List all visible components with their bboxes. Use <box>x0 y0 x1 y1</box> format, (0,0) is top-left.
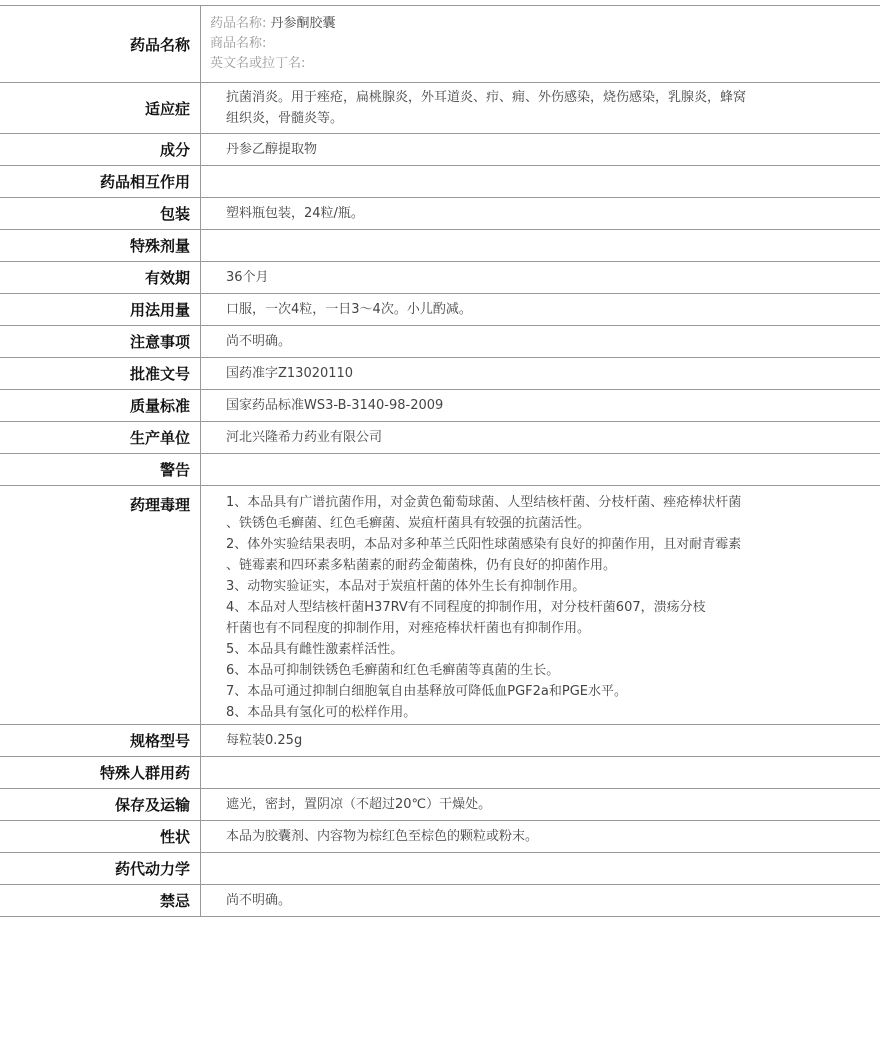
row-ingredients <box>0 134 880 166</box>
row-value <box>201 757 880 789</box>
latin-name-label: 英文名或拉丁名: <box>210 56 306 71</box>
row-label: 特殊剂量 <box>0 230 201 262</box>
row-warning <box>0 454 880 486</box>
row-value <box>201 83 880 134</box>
row-value: 丹参乙醇提取物 <box>226 142 318 157</box>
row-label: 警告 <box>0 454 201 486</box>
row-value: 尚不明确。 <box>226 334 292 349</box>
pharmacology-line: 6、本品可抑制铁锈色毛癣菌和红色毛癣菌等真菌的生长。 <box>226 663 560 678</box>
latin-name-line <box>210 54 880 74</box>
row-label: 生产单位 <box>0 422 201 454</box>
pharmacology-line: 4、本品对人型结核杆菌H37RV有不同程度的抑制作用，对分枝杆菌607，溃疡分枝 <box>226 600 706 615</box>
row-label: 药品名称 <box>0 6 201 83</box>
pharmacology-line: 8、本品具有氢化可的松样作用。 <box>226 705 417 720</box>
indication-line: 抗菌消炎。用于痤疮，扁桃腺炎，外耳道炎、疖、痈、外伤感染，烧伤感染，乳腺炎，蜂窝 <box>226 90 747 105</box>
row-value <box>201 486 880 725</box>
row-value <box>201 454 880 486</box>
row-pharmacology <box>0 486 880 725</box>
row-label: 用法用量 <box>0 294 201 326</box>
row-label: 质量标准 <box>0 390 201 422</box>
row-label: 规格型号 <box>0 725 201 757</box>
trade-name-line <box>210 34 880 54</box>
row-label: 药代动力学 <box>0 853 201 885</box>
row-value: 国药准字Z13020110 <box>226 366 354 381</box>
pharmacology-line: 1、本品具有广谱抗菌作用，对金黄色葡萄球菌、人型结核杆菌、分枝杆菌、痤疮棒状杆菌 <box>226 495 742 510</box>
row-value: 河北兴隆希力药业有限公司 <box>226 430 383 445</box>
row-label: 药理毒理 <box>0 486 201 725</box>
row-value: 尚不明确。 <box>226 893 292 908</box>
pharmacology-line: 3、动物实验证实，本品对于炭疽杆菌的体外生长有抑制作用。 <box>226 579 586 594</box>
pharmacology-line: 7、本品可通过抑制白细胞氧自由基释放可降低血PGF2a和PGE水平。 <box>226 684 628 699</box>
pharmacology-line: 杆菌也有不同程度的抑制作用，对痤疮棒状杆菌也有抑制作用。 <box>226 621 591 636</box>
row-value: 本品为胶囊剂、内容物为棕红色至棕色的颗粒或粉末。 <box>226 829 539 844</box>
row-value <box>201 230 880 262</box>
row-label: 批准文号 <box>0 358 201 390</box>
indication-line: 组织炎，骨髓炎等。 <box>226 111 344 126</box>
pharmacology-line: 5、本品具有雌性激素样活性。 <box>226 642 404 657</box>
row-value: 国家药品标准WS3-B-3140-98-2009 <box>226 398 444 413</box>
row-label: 特殊人群用药 <box>0 757 201 789</box>
row-packaging <box>0 198 880 230</box>
row-quality-standard <box>0 390 880 422</box>
row-label: 性状 <box>0 821 201 853</box>
row-value <box>201 853 880 885</box>
row-precautions <box>0 326 880 358</box>
row-special-dosage <box>0 230 880 262</box>
row-label: 包装 <box>0 198 201 230</box>
pharmacology-line: 、铁锈色毛癣菌、红色毛癣菌、炭疽杆菌具有较强的抗菌活性。 <box>226 516 591 531</box>
row-value <box>201 166 880 198</box>
row-label: 适应症 <box>0 83 201 134</box>
generic-name-value: 丹参酮胶囊 <box>270 16 336 31</box>
drug-name-cell <box>201 6 880 83</box>
trade-name-label: 商品名称: <box>210 36 267 51</box>
row-label: 成分 <box>0 134 201 166</box>
row-special-populations <box>0 757 880 789</box>
row-label: 保存及运输 <box>0 789 201 821</box>
row-value: 塑料瓶包装，24粒/瓶。 <box>226 206 364 221</box>
row-label: 有效期 <box>0 262 201 294</box>
pharmacology-line: 2、体外实验结果表明，本品对多种革兰氏阳性球菌感染有良好的抑菌作用，且对耐青霉素 <box>226 537 742 552</box>
row-value: 遮光，密封，置阴凉（不超过20℃）干燥处。 <box>226 797 492 812</box>
row-label: 药品相互作用 <box>0 166 201 198</box>
row-specification <box>0 725 880 757</box>
generic-name-label: 药品名称: <box>210 16 267 31</box>
row-label: 禁忌 <box>0 885 201 917</box>
row-manufacturer <box>0 422 880 454</box>
row-label: 注意事项 <box>0 326 201 358</box>
row-value: 口服，一次4粒，一日3～4次。小儿酌减。 <box>226 302 472 317</box>
row-description <box>0 821 880 853</box>
row-dosage <box>0 294 880 326</box>
row-storage <box>0 789 880 821</box>
row-value: 每粒装0.25g <box>226 733 303 748</box>
row-pharmacokinetics <box>0 853 880 885</box>
pharmacology-line: 、链霉素和四环素多粘菌素的耐药金葡菌株，仍有良好的抑菌作用。 <box>226 558 617 573</box>
row-indications <box>0 83 880 134</box>
generic-name-line <box>210 14 880 34</box>
drug-info-table <box>0 5 880 917</box>
row-approval-number <box>0 358 880 390</box>
row-value: 36个月 <box>226 270 269 285</box>
row-contraindications <box>0 885 880 917</box>
row-interactions <box>0 166 880 198</box>
row-expiry <box>0 262 880 294</box>
row-drug-name <box>0 6 880 83</box>
